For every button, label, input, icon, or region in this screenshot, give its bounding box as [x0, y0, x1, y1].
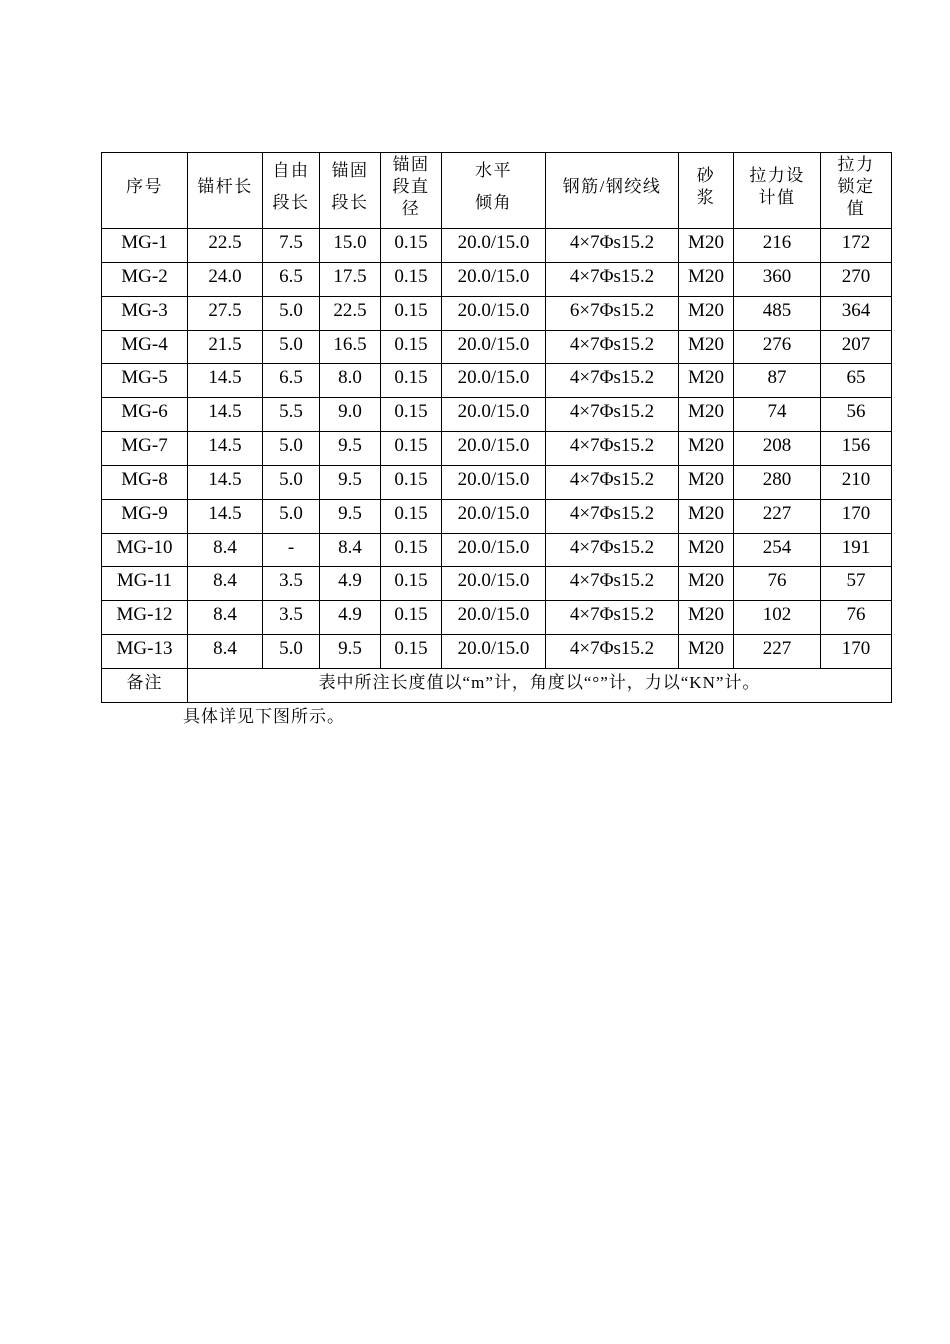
- cell-lock-force: 210: [821, 465, 892, 499]
- cell-grout: M20: [679, 364, 734, 398]
- cell-tendon: 6×7Φs15.2: [546, 296, 679, 330]
- cell-lock-force: 76: [821, 601, 892, 635]
- header-tendon: [546, 153, 679, 229]
- cell-anchor-length: 8.0: [320, 364, 381, 398]
- cell-anchor-diameter: 0.15: [381, 229, 442, 263]
- cell-tendon: 4×7Φs15.2: [546, 398, 679, 432]
- cell-anchor-length: 9.5: [320, 499, 381, 533]
- cell-total-length: 27.5: [188, 296, 263, 330]
- cell-total-length: 8.4: [188, 533, 263, 567]
- cell-id: MG-10: [102, 533, 188, 567]
- cell-free-length: 6.5: [263, 262, 320, 296]
- cell-lock-force: 170: [821, 635, 892, 669]
- header-line: 自由: [272, 160, 310, 180]
- cell-anchor-diameter: 0.15: [381, 635, 442, 669]
- cell-angle: 20.0/15.0: [442, 398, 546, 432]
- cell-angle: 20.0/15.0: [442, 499, 546, 533]
- table-row: [102, 567, 892, 601]
- cell-tendon: 4×7Φs15.2: [546, 499, 679, 533]
- cell-anchor-diameter: 0.15: [381, 499, 442, 533]
- cell-grout: M20: [679, 465, 734, 499]
- cell-design-force: 102: [734, 601, 821, 635]
- cell-total-length: 14.5: [188, 398, 263, 432]
- header-line: 拉力: [837, 154, 875, 174]
- cell-grout: M20: [679, 330, 734, 364]
- cell-anchor-diameter: 0.15: [381, 296, 442, 330]
- cell-design-force: 280: [734, 465, 821, 499]
- header-line: 浆: [696, 187, 716, 207]
- cell-lock-force: 65: [821, 364, 892, 398]
- cell-anchor-length: 17.5: [320, 262, 381, 296]
- header-line: 水平: [475, 160, 512, 180]
- cell-anchor-diameter: 0.15: [381, 533, 442, 567]
- cell-anchor-length: 9.5: [320, 465, 381, 499]
- cell-grout: M20: [679, 398, 734, 432]
- note-text: 具体详见下图所示。: [183, 707, 345, 726]
- cell-design-force: 227: [734, 635, 821, 669]
- anchor-parameter-table: [101, 152, 892, 703]
- cell-grout: M20: [679, 533, 734, 567]
- cell-total-length: 22.5: [188, 229, 263, 263]
- cell-total-length: 14.5: [188, 499, 263, 533]
- header-line: 段长: [272, 192, 310, 212]
- table-body: [102, 153, 892, 703]
- cell-anchor-diameter: 0.15: [381, 364, 442, 398]
- cell-id: MG-8: [102, 465, 188, 499]
- cell-lock-force: 57: [821, 567, 892, 601]
- cell-id: MG-13: [102, 635, 188, 669]
- cell-angle: 20.0/15.0: [442, 601, 546, 635]
- table-row: [102, 601, 892, 635]
- cell-design-force: 227: [734, 499, 821, 533]
- table-row: [102, 229, 892, 263]
- cell-design-force: 87: [734, 364, 821, 398]
- cell-total-length: 8.4: [188, 601, 263, 635]
- header-angle: [442, 153, 546, 229]
- header-line: 锁定: [837, 176, 875, 196]
- remark-text: 表中所注长度值以“m”计，角度以“°”计，力以“KN”计。: [188, 668, 892, 702]
- table-row: [102, 364, 892, 398]
- cell-lock-force: 191: [821, 533, 892, 567]
- table-row: [102, 330, 892, 364]
- cell-lock-force: 156: [821, 432, 892, 466]
- header-anchor-diameter: [381, 153, 442, 229]
- header-line: 径: [401, 198, 421, 218]
- cell-tendon: 4×7Φs15.2: [546, 601, 679, 635]
- cell-id: MG-11: [102, 567, 188, 601]
- cell-anchor-diameter: 0.15: [381, 398, 442, 432]
- cell-id: MG-3: [102, 296, 188, 330]
- cell-angle: 20.0/15.0: [442, 262, 546, 296]
- cell-design-force: 360: [734, 262, 821, 296]
- cell-anchor-diameter: 0.15: [381, 262, 442, 296]
- cell-grout: M20: [679, 635, 734, 669]
- cell-angle: 20.0/15.0: [442, 635, 546, 669]
- cell-grout: M20: [679, 567, 734, 601]
- cell-grout: M20: [679, 601, 734, 635]
- cell-id: MG-6: [102, 398, 188, 432]
- header-design-force: [734, 153, 821, 229]
- cell-free-length: 6.5: [263, 364, 320, 398]
- remark-label: 备注: [102, 668, 188, 702]
- cell-angle: 20.0/15.0: [442, 229, 546, 263]
- cell-grout: M20: [679, 432, 734, 466]
- cell-anchor-diameter: 0.15: [381, 567, 442, 601]
- cell-angle: 20.0/15.0: [442, 296, 546, 330]
- header-free-length: [263, 153, 320, 229]
- cell-free-length: 5.5: [263, 398, 320, 432]
- cell-tendon: 4×7Φs15.2: [546, 262, 679, 296]
- cell-total-length: 21.5: [188, 330, 263, 364]
- cell-free-length: 7.5: [263, 229, 320, 263]
- cell-tendon: 4×7Φs15.2: [546, 567, 679, 601]
- table-row: [102, 398, 892, 432]
- cell-angle: 20.0/15.0: [442, 364, 546, 398]
- header-line: 锚固: [392, 154, 430, 174]
- cell-total-length: 8.4: [188, 635, 263, 669]
- header-lock-force: [821, 153, 892, 229]
- cell-design-force: 76: [734, 567, 821, 601]
- cell-total-length: 14.5: [188, 465, 263, 499]
- cell-tendon: 4×7Φs15.2: [546, 229, 679, 263]
- table-row: [102, 262, 892, 296]
- header-line: 钢筋/钢绞线: [562, 176, 662, 196]
- table-row: [102, 432, 892, 466]
- remark-row: [102, 668, 892, 702]
- cell-grout: M20: [679, 296, 734, 330]
- table-row: [102, 499, 892, 533]
- cell-anchor-length: 9.5: [320, 635, 381, 669]
- cell-anchor-diameter: 0.15: [381, 465, 442, 499]
- cell-anchor-diameter: 0.15: [381, 330, 442, 364]
- cell-design-force: 216: [734, 229, 821, 263]
- cell-tendon: 4×7Φs15.2: [546, 533, 679, 567]
- header-line: 序号: [126, 176, 163, 196]
- cell-design-force: 208: [734, 432, 821, 466]
- table-row: [102, 296, 892, 330]
- header-id: [102, 153, 188, 229]
- cell-free-length: 5.0: [263, 635, 320, 669]
- header-line: 倾角: [475, 192, 512, 212]
- cell-anchor-diameter: 0.15: [381, 432, 442, 466]
- cell-lock-force: 207: [821, 330, 892, 364]
- cell-anchor-length: 4.9: [320, 567, 381, 601]
- cell-id: MG-1: [102, 229, 188, 263]
- cell-grout: M20: [679, 229, 734, 263]
- cell-grout: M20: [679, 262, 734, 296]
- cell-anchor-length: 9.5: [320, 432, 381, 466]
- cell-design-force: 254: [734, 533, 821, 567]
- table-row: [102, 635, 892, 669]
- cell-anchor-length: 9.0: [320, 398, 381, 432]
- cell-anchor-length: 4.9: [320, 601, 381, 635]
- cell-lock-force: 364: [821, 296, 892, 330]
- table-row: [102, 465, 892, 499]
- header-line: 段长: [331, 192, 369, 212]
- cell-lock-force: 172: [821, 229, 892, 263]
- cell-tendon: 4×7Φs15.2: [546, 635, 679, 669]
- cell-total-length: 24.0: [188, 262, 263, 296]
- cell-free-length: 5.0: [263, 432, 320, 466]
- header-anchor-length: [320, 153, 381, 229]
- header-line: 砂: [696, 165, 716, 185]
- cell-tendon: 4×7Φs15.2: [546, 330, 679, 364]
- cell-total-length: 14.5: [188, 432, 263, 466]
- header-grout: [679, 153, 734, 229]
- header-row: [102, 153, 892, 229]
- cell-design-force: 485: [734, 296, 821, 330]
- cell-id: MG-12: [102, 601, 188, 635]
- cell-angle: 20.0/15.0: [442, 330, 546, 364]
- cell-anchor-length: 16.5: [320, 330, 381, 364]
- header-line: 值: [846, 198, 866, 218]
- cell-total-length: 8.4: [188, 567, 263, 601]
- header-line: 计值: [758, 187, 796, 207]
- cell-id: MG-2: [102, 262, 188, 296]
- cell-total-length: 14.5: [188, 364, 263, 398]
- cell-anchor-length: 15.0: [320, 229, 381, 263]
- cell-angle: 20.0/15.0: [442, 432, 546, 466]
- cell-tendon: 4×7Φs15.2: [546, 432, 679, 466]
- cell-free-length: 5.0: [263, 499, 320, 533]
- cell-id: MG-4: [102, 330, 188, 364]
- cell-anchor-diameter: 0.15: [381, 601, 442, 635]
- header-line: 锚固: [331, 160, 369, 180]
- header-total-length: [188, 153, 263, 229]
- cell-design-force: 74: [734, 398, 821, 432]
- cell-free-length: 3.5: [263, 567, 320, 601]
- table-row: [102, 533, 892, 567]
- header-line: 段直: [392, 176, 430, 196]
- cell-design-force: 276: [734, 330, 821, 364]
- cell-free-length: 3.5: [263, 601, 320, 635]
- cell-angle: 20.0/15.0: [442, 567, 546, 601]
- header-line: 锚杆长: [197, 176, 253, 196]
- cell-tendon: 4×7Φs15.2: [546, 465, 679, 499]
- cell-free-length: 5.0: [263, 330, 320, 364]
- cell-id: MG-5: [102, 364, 188, 398]
- cell-anchor-length: 8.4: [320, 533, 381, 567]
- cell-lock-force: 170: [821, 499, 892, 533]
- header-line: 拉力设: [749, 165, 805, 185]
- cell-id: MG-9: [102, 499, 188, 533]
- cell-id: MG-7: [102, 432, 188, 466]
- cell-lock-force: 270: [821, 262, 892, 296]
- cell-anchor-length: 22.5: [320, 296, 381, 330]
- cell-free-length: 5.0: [263, 296, 320, 330]
- cell-free-length: -: [263, 533, 320, 567]
- cell-lock-force: 56: [821, 398, 892, 432]
- cell-tendon: 4×7Φs15.2: [546, 364, 679, 398]
- cell-grout: M20: [679, 499, 734, 533]
- cell-angle: 20.0/15.0: [442, 465, 546, 499]
- cell-free-length: 5.0: [263, 465, 320, 499]
- cell-angle: 20.0/15.0: [442, 533, 546, 567]
